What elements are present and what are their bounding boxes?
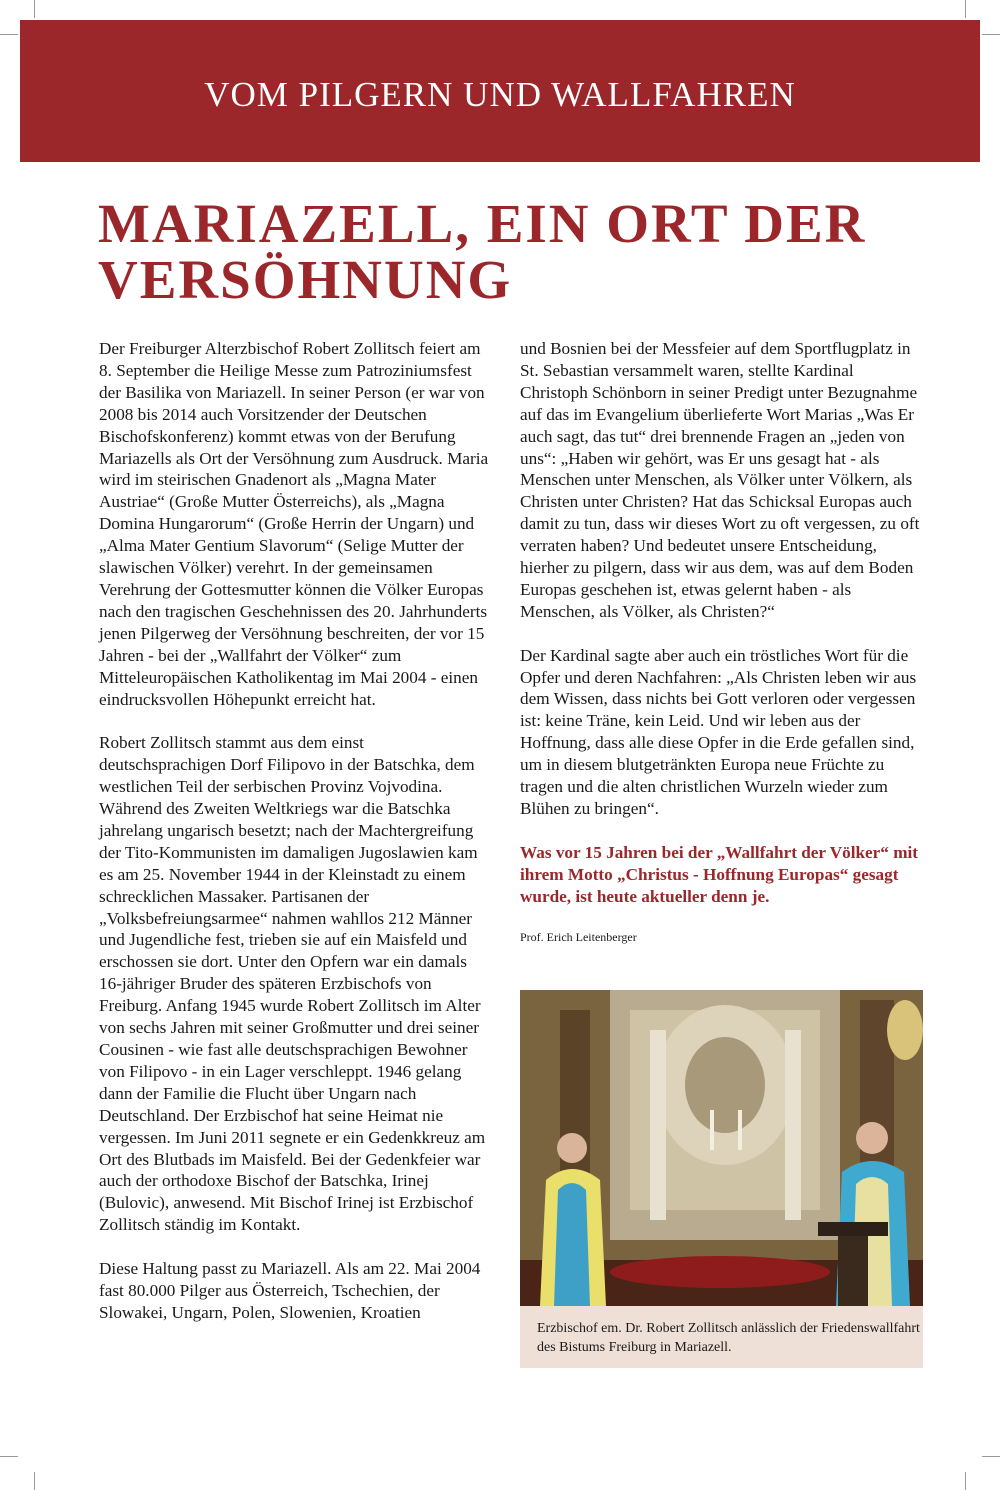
section-banner bbox=[20, 20, 980, 162]
author-credit: Prof. Erich Leitenberger bbox=[520, 930, 637, 945]
altar-photo-illustration bbox=[520, 990, 923, 1306]
paragraph: Robert Zollitsch stammt aus dem einst deutschsprachigen Dorf Filipovo in der Batschka, dem westlichen Teil der serbischen Provinz Vojvodina. Während des Zweiten Weltkriegs war die Batschka jahrelang ungarisch besetzt; nach der Machtergreifung der Tito-Kommunisten im damaligen Jugoslawien kam es am 25. November 1944 in der Kleinstadt zu einem schrecklichen Massaker. Partisanen der „Volksbefreiungsarmee“ nahmen wahllos 212 Männer und Jugendliche fest, trieben sie auf ein Maisfeld und erschossen sie dort. Unter den Opfern war ein damals 16-jähriger Bruder des späteren Erzbischofs von Freiburg. Anfang 1945 wurde Robert Zollitsch im Alter von sechs Jahren mit seiner Großmutter und drei seiner Cousinen - wie fast alle deutschsprachigen Bewohner von Filipovo - in ein Lager verschleppt. 1946 gelang dann der Familie die Flucht über Ungarn nach Deutschland. Der Erzbischof hat seine Heimat nie vergessen. Im Juni 2011 segnete er ein Gedenkkreuz am Ort des Blutbads im Maisfeld. Bei der Gedenkfeier war auch der orthodoxe Bischof der Batschka, Irinej (Bulovic), anwesend. Mit Bischof Irinej ist Erzbischof Zollitsch ständig im Kontakt. bbox=[99, 733, 486, 1235]
crop-mark-top-left-v bbox=[34, 0, 35, 18]
article-column-left bbox=[99, 338, 491, 1324]
crop-mark-bottom-right-v bbox=[965, 1472, 966, 1490]
paragraph: Diese Haltung passt zu Mariazell. Als am 22. Mai 2004 fast 80.000 Pilger aus Österreich, Tschechien, der Slowakei, Ungarn, Polen, Slowenien, Kroatien bbox=[99, 1259, 481, 1322]
altar-photo bbox=[520, 990, 923, 1306]
crop-mark-bottom-left-v bbox=[34, 1472, 35, 1490]
photo-caption: Erzbischof em. Dr. Robert Zollitsch anlässlich der Friedenswallfahrt des Bistums Freiburg in Mariazell. bbox=[520, 1306, 923, 1368]
crop-mark-top-left-h bbox=[0, 34, 18, 35]
article-headline: MARIAZELL, EIN ORT DER VERSÖHNUNG bbox=[98, 193, 867, 310]
paragraph: und Bosnien bei der Messfeier auf dem Sportflugplatz in St. Sebastian versammelt waren, stellte Kardinal Christoph Schönborn in seiner Predigt unter Bezugnahme auf das im Evangelium überlieferte Wort Marias „Was Er auch sagt, das tut“ drei brennende Fragen an „jeden von uns“: „Haben wir gehört, was Er uns gesagt hat - als Menschen unter Menschen, als Völker unter Völkern, als Christen unter Christen? Hat das Schicksal Europas auch damit zu tun, dass wir dieses Wort zu oft vergessen, zu oft verraten haben? Und bedeutet unsere Entscheidung, hierher zu pilgern, dass wir aus dem, was auf dem Boden Europas geschehen ist, etwas gelernt haben - als Menschen, als Völker, als Christen?“ bbox=[520, 339, 920, 621]
section-title: VOM PILGERN UND WALLFAHREN bbox=[204, 75, 796, 114]
pull-quote: Was vor 15 Jahren bei der „Wallfahrt der Völker“ mit ihrem Motto „Christus - Hoffnung Europas“ gesagt wurde, ist heute aktueller denn je. bbox=[520, 842, 919, 906]
paragraph: Der Kardinal sagte aber auch ein tröstliches Wort für die Opfer und deren Nachfahren: „Als Christen leben wir aus dem Wissen, dass nichts bei Gott verloren oder vergessen ist: keine Träne, kein Leid. Und wir leben aus der Hoffnung, dass alle diese Opfer in die Erde gefallen sind, um in diesem blutgetränkten Europa neue Früchte zu tragen und die alten christlichen Wurzeln wieder zum Blühen zu bringen“. bbox=[520, 645, 917, 819]
crop-mark-bottom-left-h bbox=[0, 1456, 18, 1457]
crop-mark-top-right-h bbox=[982, 34, 1000, 35]
crop-mark-top-right-v bbox=[965, 0, 966, 18]
paragraph: Der Freiburger Alterzbischof Robert Zollitsch feiert am 8. September die Heilige Messe zum Patroziniumsfest der Basilika von Mariazell. In seiner Person (er war von 2008 bis 2014 auch Vorsitzender der Deutschen Bischofskonferenz) kommt etwas von der Berufung Mariazells als Ort der Versöhnung zum Ausdruck. Maria wird im steirischen Gnadenort als „Magna Mater Austriae“ (Große Mutter Österreichs), als „Magna Domina Hungarorum“ (Große Herrin der Ungarn) und „Alma Mater Gentium Slavorum“ (Selige Mutter der slawischen Völker) verehrt. In der gemeinsamen Verehrung der Gottesmutter können die Völker Europas nach den tragischen Geschehnissen des 20. Jahrhunderts jenen Pilgerweg der Versöhnung beschreiten, der vor 15 Jahren - bei der „Wallfahrt der Völker“ zum Mitteleuropäischen Katholikentag im Mai 2004 - einen eindrucksvollen Höhepunkt erreicht hat. bbox=[99, 339, 489, 709]
article-column-right bbox=[520, 338, 922, 945]
crop-mark-bottom-right-h bbox=[982, 1456, 1000, 1457]
